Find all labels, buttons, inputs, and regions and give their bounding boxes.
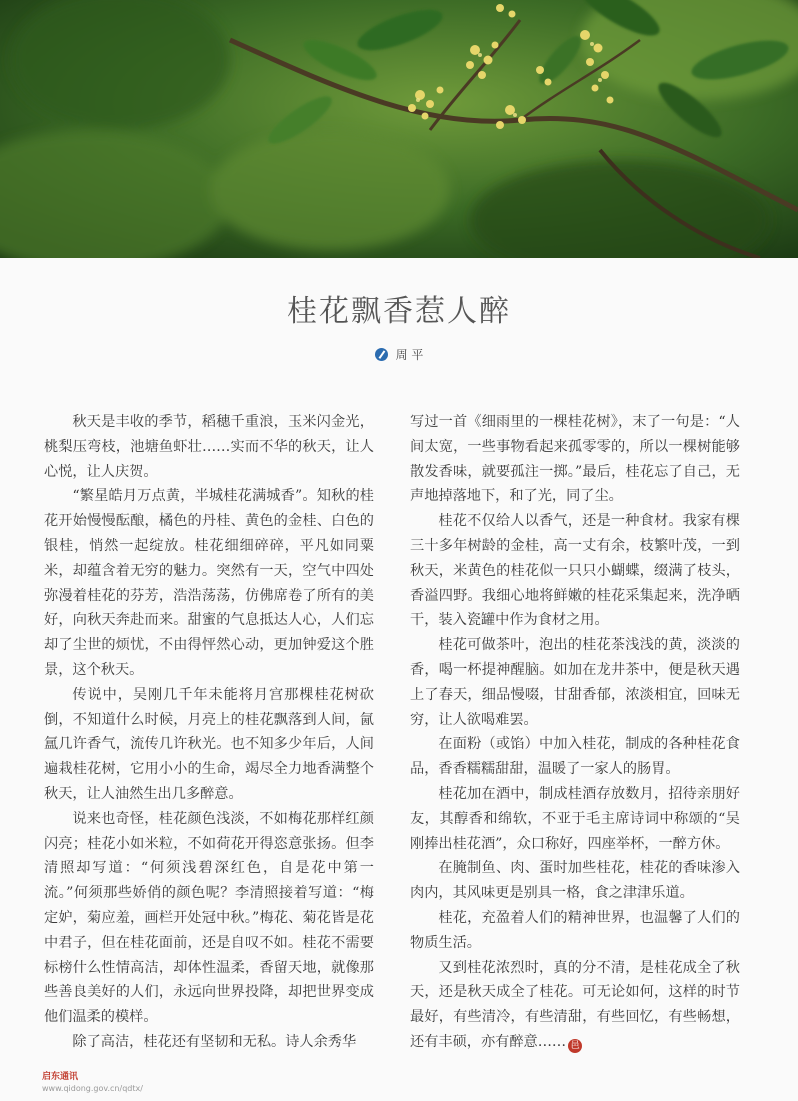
final-paragraph-text: 又到桂花浓烈时，真的分不清，是桂花成全了秋天，还是秋天成全了桂花。可无论如何，这样的时节最好，有些清冷，有些清甜，有些回忆，有些畅想，还有丰硕，亦有醉意…… <box>410 959 740 1050</box>
article-column-right <box>410 410 740 1055</box>
author-byline <box>0 346 798 363</box>
paragraph: 在腌制鱼、肉、蛋时加些桂花，桂花的香味渗入肉内，其风味更是别具一格，食之津津乐道。 <box>410 860 740 902</box>
paragraph-continued: 写过一首《细雨里的一棵桂花树》，末了一句是：“人间太宽，一些事物看起来孤零零的，所以一棵树能够散发香味，就要孤注一掷。”最后，桂花忘了自己，无声地掉落地下，和了光，同了尘。 <box>410 414 740 505</box>
paragraph: 秋天是丰收的季节，稻穗千重浪，玉米闪金光，桃梨压弯枝，池塘鱼虾壮……实而不华的秋天，让人心悦，让人庆贺。 <box>44 414 374 480</box>
paragraph: 在面粉（或馅）中加入桂花，制成的各种桂花食品，香香糯糯甜甜，温暖了一家人的肠胃。 <box>410 736 740 778</box>
paragraph: “繁星皓月万点黄，半城桂花满城香”。知秋的桂花开始慢慢酝酿，橘色的丹桂、黄色的金桂、白色的银桂，悄然一起绽放。桂花细细碎碎，平凡如同粟米，却蕴含着无穷的魅力。突然有一天，空气中四处弥漫着桂花的芬芳，浩浩荡荡，仿佛席卷了所有的美好，向秋天奔赴而来。甜蜜的气息抵达人心，人们忘却了尘世的烦忧，不由得怦然心动，更加钟爱这个胜景，这个秋天。 <box>44 488 374 678</box>
footer-brand: 启东通讯 <box>42 1072 79 1082</box>
article-title: 桂花飘香惹人醉 <box>287 294 511 329</box>
paragraph: 桂花，充盈着人们的精神世界，也温馨了人们的物质生活。 <box>410 909 740 951</box>
paragraph-final <box>410 956 740 1055</box>
footer-url: www.qidong.gov.cn/qdtx/ <box>42 1084 143 1093</box>
paragraph: 除了高洁，桂花还有坚韧和无私。诗人余秀华 <box>72 1033 357 1050</box>
hero-photo-osmanthus <box>0 0 798 258</box>
paragraph: 传说中，吴刚几千年未能将月宫那棵桂花树砍倒，不知道什么时候，月亮上的桂花飘落到人间，氤氲几许香气，流传几许秋光。也不知多少年后，人间遍栽桂花树，它用小小的生命，竭尽全力地香满整个秋天，让人油然生出几多醉意。 <box>44 686 374 802</box>
paragraph: 桂花加在酒中，制成桂酒存放数月，招待亲朋好友，其醇香和绵软，不亚于毛主席诗词中称颂的“吴刚捧出桂花酒”，众口称好，四座举杯，一醉方休。 <box>410 785 740 852</box>
author-name: 周 平 <box>395 348 424 362</box>
paragraph: 说来也奇怪，桂花颜色浅淡，不如梅花那样红颜闪亮；桂花小如米粒，不如荷花开得恣意张扬。但李清照却写道：“何须浅碧深红色，自是花中第一流。”何须那些娇俏的颜色呢？李清照接着写道：“梅定妒，菊应羞，画栏开处冠中秋。”梅花、菊花皆是花中君子，但在桂花面前，还是自叹不如。桂花不需要标榜什么性情高洁，却体性温柔，香留天地，就像那些善良美好的人们，永远向世界投降，却把世界变成他们温柔的模样。 <box>44 810 374 1026</box>
paragraph: 桂花可做茶叶，泡出的桂花茶浅浅的黄，淡淡的香，喝一杯提神醒脑。如加在龙井茶中，便是秋天遇上了春天，细品慢啜，甘甜香郁，浓淡相宜，回味无穷，让人欲喝难罢。 <box>410 637 740 728</box>
paragraph: 桂花不仅给人以香气，还是一种食材。我家有棵三十多年树龄的金桂，高一丈有余，枝繁叶茂，一到秋天，米黄色的桂花似一只只小蝴蝶，缀满了枝头，香溢四野。我细心地将鲜嫩的桂花采集起来，洗净晒干，装入瓷罐中作为食材之用。 <box>410 513 740 629</box>
page-footer <box>42 1072 143 1094</box>
end-seal-icon: 邑 <box>568 1039 582 1053</box>
article-column-left <box>44 410 374 1055</box>
pen-icon <box>375 348 388 361</box>
